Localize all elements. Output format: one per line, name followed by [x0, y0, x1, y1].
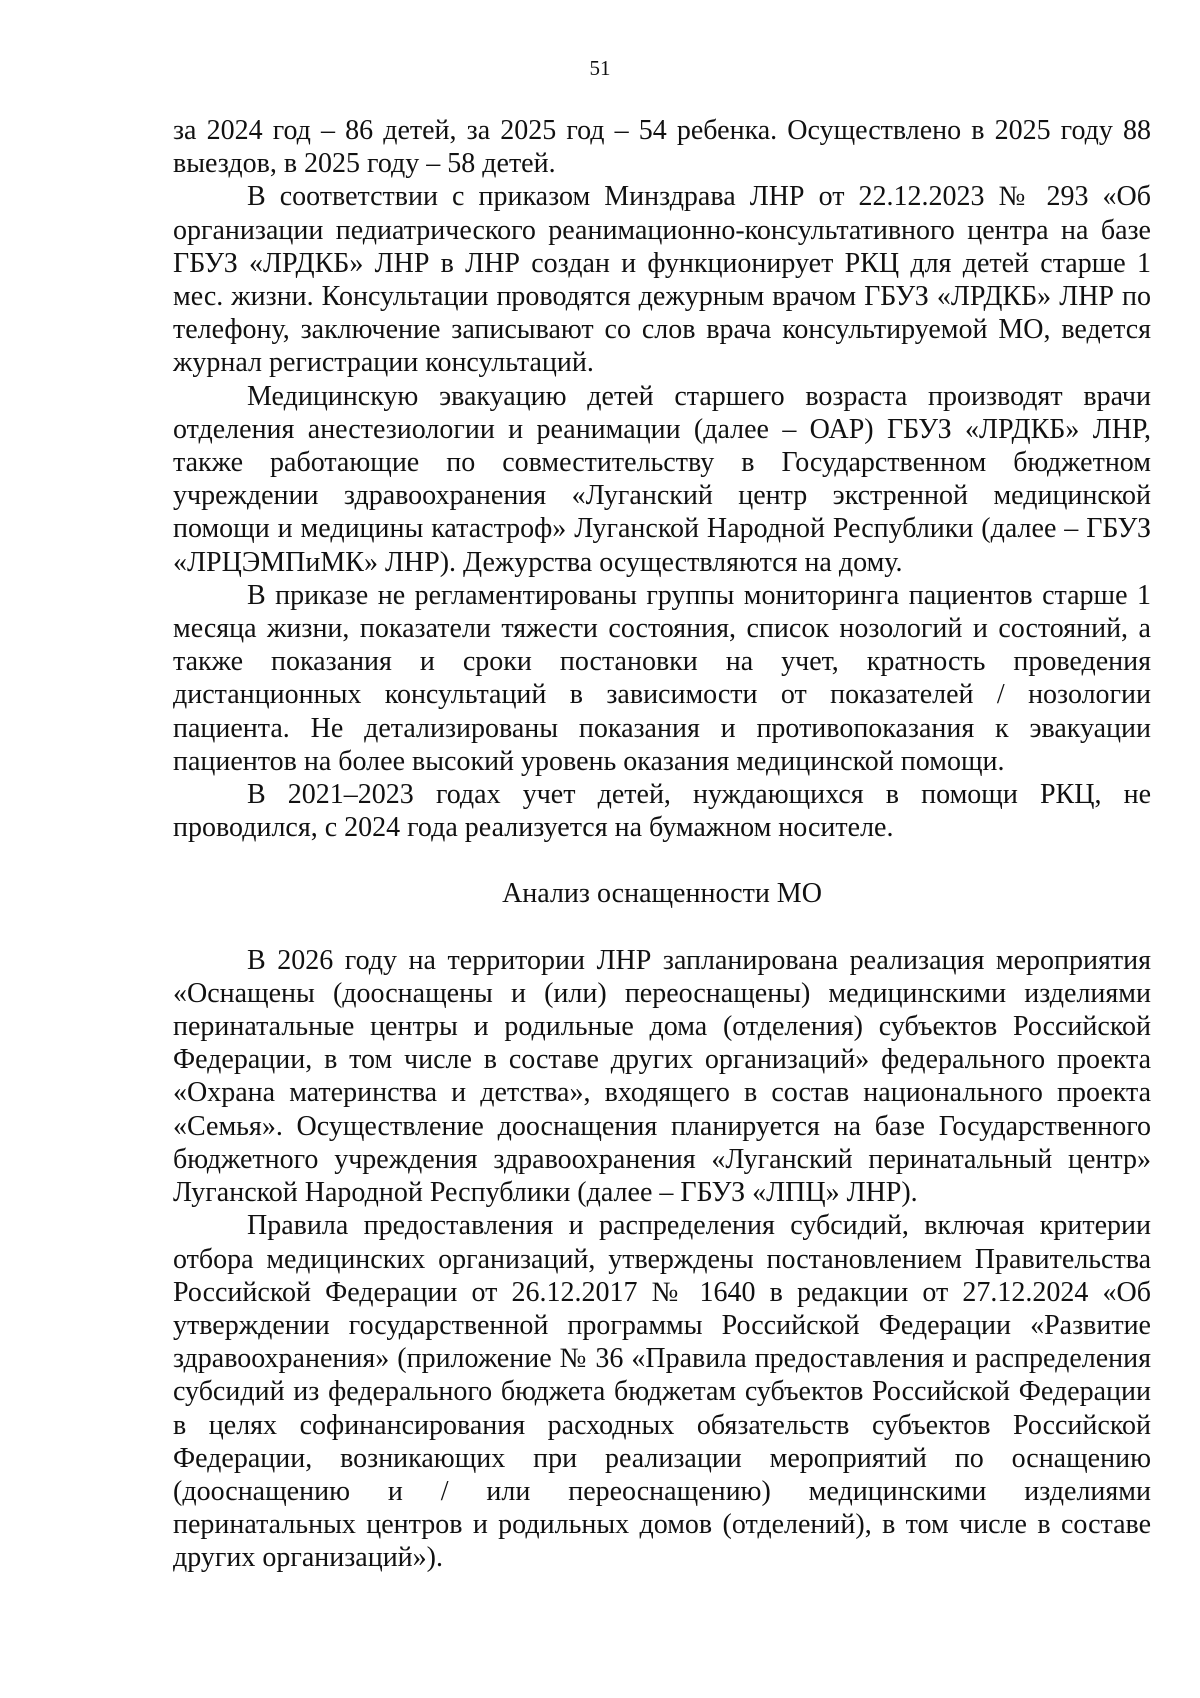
document-body	[173, 114, 1151, 1575]
section-heading: Анализ оснащенности МО	[502, 878, 822, 910]
paragraph-rkc-order: В соответствии с приказом Минздрава ЛНР от 22.12.2023 № 293 «Об организации педиатрического реанимационно-консультативного центра на базе ГБУЗ «ЛРДКБ» ЛНР в ЛНР создан и функционирует РКЦ для детей старше 1 мес. жизни. Консультации проводятся дежурным врачом ГБУЗ «ЛРДКБ» ЛНР по телефону, заключение записывают со слов врача консультируемой МО, ведется журнал регистрации консультаций.	[173, 181, 1151, 379]
paragraph-subsidy-rules: Правила предоставления и распределения субсидий, включая критерии отбора медицинских организаций, утверждены постановлением Правительства Российской Федерации от 26.12.2017 № 1640 в редакции от 27.12.2024 «Об утверждении государственной программы Российской Федерации «Развитие здравоохранения» (приложение № 36 «Правила предоставления и распределения субсидий из федерального бюджета бюджетам субъектов Российской Федерации в целях софинансирования расходных обязательств субъектов Российской Федерации, возникающих при реализации мероприятий по оснащению (дооснащению и / или переоснащению) медицинскими изделиями перинатальных центров и родильных домов (отделений), в том числе в составе других организаций»).	[173, 1210, 1151, 1574]
paragraph-equipment-plan: В 2026 году на территории ЛНР запланирована реализация мероприятия «Оснащены (дооснащены и (или) переоснащены) медицинскими изделиями перинатальные центры и родильные дома (отделения) субъектов Российской Федерации, в том числе в составе других организаций» федерального проекта «Охрана материнства и детства», входящего в состав национального проекта «Семья». Осуществление дооснащения планируется на базе Государственного бюджетного учреждения здравоохранения «Луганский перинатальный центр» Луганской Народной Республики (далее – ГБУЗ «ЛПЦ» ЛНР).	[173, 944, 1151, 1209]
paragraph-order-gaps: В приказе не регламентированы группы мониторинга пациентов старше 1 месяца жизни, показатели тяжести состояния, список нозологий и состояний, а также показания и сроки постановки на учет, кратность проведения дистанционных консультаций в зависимости от показателей / нозологии пациента. Не детализированы показания и противопоказания к эвакуации пациентов на более высокий уровень оказания медицинской помощи.	[173, 579, 1151, 777]
paragraph-medical-evacuation: Медицинскую эвакуацию детей старшего возраста производят врачи отделения анестезиологии и реанимации (далее – ОАР) ГБУЗ «ЛРДКБ» ЛНР, также работающие по совместительству в Государственном бюджетном учреждении здравоохранения «Луганский центр экстренной медицинской помощи и медицины катастроф» Луганской Народной Республики (далее – ГБУЗ «ЛРЦЭМПиМК» ЛНР). Дежурства осуществляются на дому.	[173, 380, 1151, 578]
paragraph-registration: В 2021–2023 годах учет детей, нуждающихся в помощи РКЦ, не проводился, с 2024 года реализуется на бумажном носителе.	[173, 779, 1151, 844]
page-number: 51	[589, 56, 611, 80]
paragraph-continuation: за 2024 год – 86 детей, за 2025 год – 54 ребенка. Осуществлено в 2025 году 88 выездов, в 2025 году – 58 детей.	[173, 115, 1151, 180]
